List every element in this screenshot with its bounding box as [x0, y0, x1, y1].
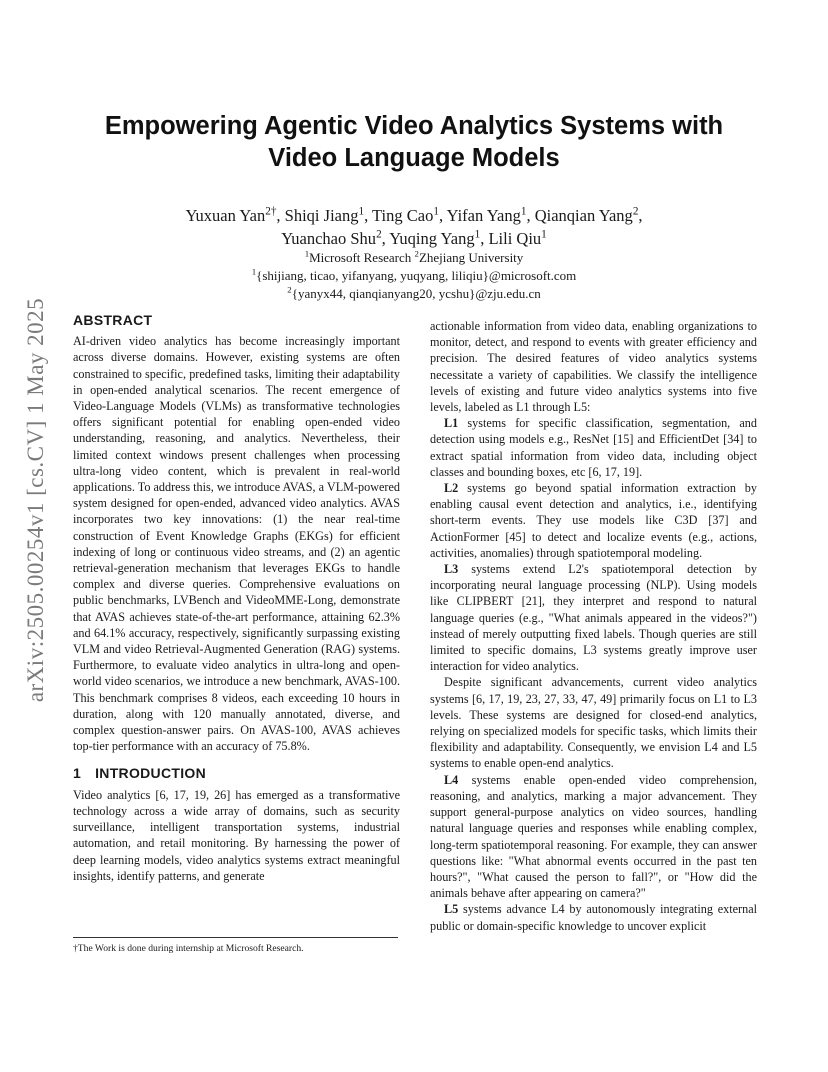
l3-label: L3 [444, 562, 459, 577]
intro-paragraph-1: Video analytics [6, 17, 19, 26] has emerged as a transformative technology across a wide array of domains, such as security surveillance, intelligent transportation systems, industrial automation, and retail monitoring. By harnessing the power of deep learning models, video analytics systems extract meaningful insights, identify patterns, and generate [73, 787, 400, 883]
section-number: 1 [73, 765, 82, 782]
level-l4-paragraph [430, 772, 757, 902]
level-l5-paragraph [430, 901, 757, 933]
affiliations [70, 249, 758, 303]
l2-text: systems go beyond spatial information extraction by enabling causal event detection and analytics, i.e., identifying short-term events. They use models like C3D [37] and ActionFormer [45] to detect and localize events (e.g., actions, activities, anomalies) through spatiotemporal modeling. [430, 481, 757, 560]
l5-text: systems advance L4 by autonomously integrating external public or domain-specific knowledge to uncover explicit [430, 902, 757, 933]
arxiv-identifier [22, 297, 50, 703]
left-column [73, 312, 400, 884]
author-list [70, 204, 758, 250]
l1-text: systems for specific classification, segmentation, and detection using models e.g., ResNet [15] and EfficientDet [34] to extract spatial information from video data, including object classes and bounding boxes, etc [6, 17, 19]. [430, 416, 757, 479]
level-l1-paragraph [430, 415, 757, 480]
l4-label: L4 [444, 772, 459, 787]
introduction-heading [73, 765, 400, 781]
l2-label: L2 [444, 481, 459, 496]
institutions: $^1$Microsoft Research $^2$Zhejiang University [304, 248, 524, 265]
arxiv-id-text: arXiv:2505.00254v1 [cs.CV] 1 May 2025 [23, 297, 49, 703]
emails-zju: $^2${yanyx44, qianqianyang20, ycshu}@zju.edu.cn [287, 284, 541, 301]
footnote-divider [73, 937, 398, 938]
paper-title: Empowering Agentic Video Analytics Systems with Video Language Models [104, 112, 724, 172]
intro-paragraph-continued: actionable information from video data, enabling organizations to monitor, detect, and respond to events with greater efficiency and precision. The desired features of video analytics systems necessitate a variety of capabilities. We classify the intelligence levels of existing and future video analytics systems into five levels, labeled as L1 through L5: [430, 319, 757, 415]
abstract-heading: ABSTRACT [73, 312, 153, 328]
l1-label: L1 [444, 416, 459, 431]
emails-microsoft: $^1${shijiang, ticao, yifanyang, yuqyang, liliqiu}@microsoft.com [251, 266, 577, 283]
despite-paragraph: Despite significant advancements, current video analytics systems [6, 17, 19, 23, 27, 33, 47, 49] primarily focus on L1 to L3 levels. These systems are designed for closed-end analytics, relying on specialized models for specific tasks, which limits their flexibility and adaptability. Consequently, we envision L4 and L5 systems to enable open-end analytics. [430, 675, 757, 771]
footnote: †The Work is done during internship at Microsoft Research. [73, 943, 304, 954]
l5-label: L5 [444, 902, 459, 917]
right-column [430, 318, 757, 934]
level-l3-paragraph [430, 561, 757, 674]
l3-text: systems extend L2's spatiotemporal detection by incorporating neural language processing (NLP). Using models like CLIPBERT [21], they interpret and respond to natural language queries (e.g., "What animals appeared in the videos?") instead of merely outputting fixed labels. Though queries are still limited to specific domains, L3 systems greatly improve user interaction for video analytics. [430, 562, 757, 674]
authors-line-2: Yuanchao Shu$^2$, Yuqing Yang$^1$, Lili Qiu$^1$ [281, 228, 547, 248]
section-title: INTRODUCTION [95, 765, 207, 782]
authors-line-1: Yuxuan Yan$^{2\dagger}$, Shiqi Jiang$^1$, Ting Cao$^1$, Yifan Yang$^1$, Qianqian Yang$^2$, [185, 205, 643, 225]
abstract-text: AI-driven video analytics has become increasingly important across diverse domains. However, existing systems are often constrained to specific, predefined tasks, limiting their adaptability in open-ended analytical scenarios. The recent emergence of Video-Language Models (VLMs) as transformative technologies offers significant potential for enabling open-ended video understanding, reasoning, and analytics. Nevertheless, their limited context windows present challenges when processing ultra-long video content, which is prevalent in real-world applications. To address this, we introduce AVAS, a VLM-powered system designed for open-ended, advanced video analytics. AVAS incorporates two key innovations: (1) the near real-time construction of Event Knowledge Graphs (EKGs) for efficient indexing of long or continuous video streams, and (2) an agentic retrieval-generation mechanism that leverages EKGs to handle complex and diverse queries. Comprehensive evaluations on public benchmarks, LVBench and VideoMME-Long, demonstrate that AVAS achieves state-of-the-art performance, attaining 62.3% and 64.1% accuracy, respectively, significantly surpassing existing VLM and video Retrieval-Augmented Generation (RAG) systems. Furthermore, to evaluate video analytics in ultra-long and open-world video scenarios, we introduce a new benchmark, AVAS-100. This benchmark comprises 8 videos, each exceeding 10 hours in duration, along with 120 manually annotated, diverse, and complex question-answer pairs. On AVAS-100, AVAS achieves top-tier performance with an accuracy of 75.8%. [73, 334, 400, 754]
l4-text: systems enable open-ended video comprehension, reasoning, and analytics, marking a major advancement. They support general-purpose analytics on video sources, handling natural language queries and responses while enabling complex, long-term spatiotemporal reasoning. For example, they can answer questions like: "What abnormal events occurred in the past ten hours?", "What caused the person to fall?", or "How did the animals behave after appearing on camera?" [430, 772, 757, 901]
level-l2-paragraph [430, 480, 757, 561]
